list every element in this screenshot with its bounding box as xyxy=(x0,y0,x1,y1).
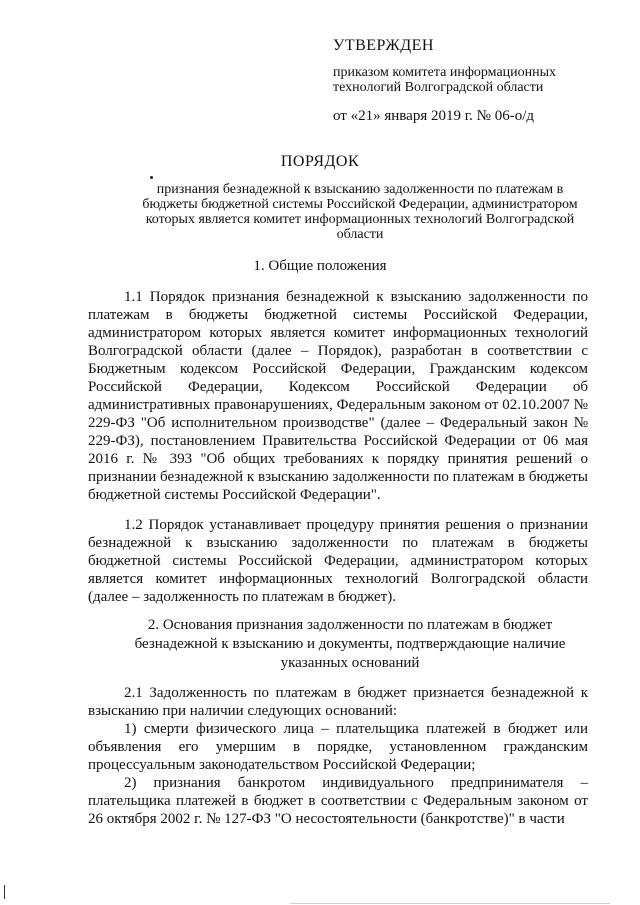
document-title: ПОРЯДОК xyxy=(280,153,360,170)
paragraph-2-1: 2.1 Задолженность по платежам в бюджет признается безнадежной к взысканию при наличии следующих оснований: xyxy=(88,685,588,719)
approval-authority: приказом комитета информационных технологий Волгоградской области xyxy=(333,65,557,95)
paragraph-1-2: 1.2 Порядок устанавливает процедуру принятия решения о признании безнадежной к взысканию задолженности по платежам в бюджеты бюджетной системы Российской Федерации, администратором которых является комитет информационных технологий Волгоградской области (далее – задолженность по платежам в бюджет). xyxy=(88,517,588,605)
section-1-heading: 1. Общие положения xyxy=(253,258,387,274)
section-2-heading: 2. Основания признания задолженности по платежам в бюджет безнадежной к взысканию и документы, подтверждающие наличие указанных оснований xyxy=(134,617,566,671)
approval-stamp-block xyxy=(333,38,603,124)
document-subtitle: признания безнадежной к взысканию задолженности по платежам в бюджеты бюджетной системы Российской Федерации, администратором которых является комитет информационных технологий Волгоградской области xyxy=(142,182,578,242)
approved-label: УТВЕРЖДЕН xyxy=(333,37,434,54)
paragraph-1-1: 1.1 Порядок признания безнадежной к взысканию задолженности по платежам в бюджеты бюджетной системы Российской Федерации, администратором которых является комитет информационных технологий Волгоградской области (далее – Порядок), разработан в соответствии с Бюджетным кодексом Российской Федерации, Гражданским кодексом Российской Федерации, Кодексом Российской Федерации об административных правонарушениях, Федеральным законом от 02.10.2007 № 229-ФЗ "Об исполнительном производстве" (далее – Федеральный закон № 229-ФЗ), постановлением Правительства Российской Федерации от 06 мая 2016 г. № 393 "Об общих требованиях к порядку принятия решений о признании безнадежной к взысканию задолженности по платежам в бюджеты бюджетной системы Российской Федерации". xyxy=(88,289,588,503)
scan-margin-mark xyxy=(4,885,5,899)
paragraph-2-1-item-2: 2) признания банкротом индивидуального предпринимателя – плательщика платежей в бюджет в соответствии с Федеральным законом от 26 октября 2002 г. № 127-ФЗ "О несостоятельности (банкротстве)" в части xyxy=(88,775,588,827)
paragraph-2-1-item-1: 1) смерти физического лица – плательщика платежей в бюджет или объявления его умершим в порядке, установленном гражданским процессуальным законодательством Российской Федерации; xyxy=(88,721,588,773)
scan-speck xyxy=(150,176,153,179)
approval-date-number: от «21» января 2019 г. № 06-о/д xyxy=(333,108,535,124)
scan-bottom-edge xyxy=(290,903,610,904)
